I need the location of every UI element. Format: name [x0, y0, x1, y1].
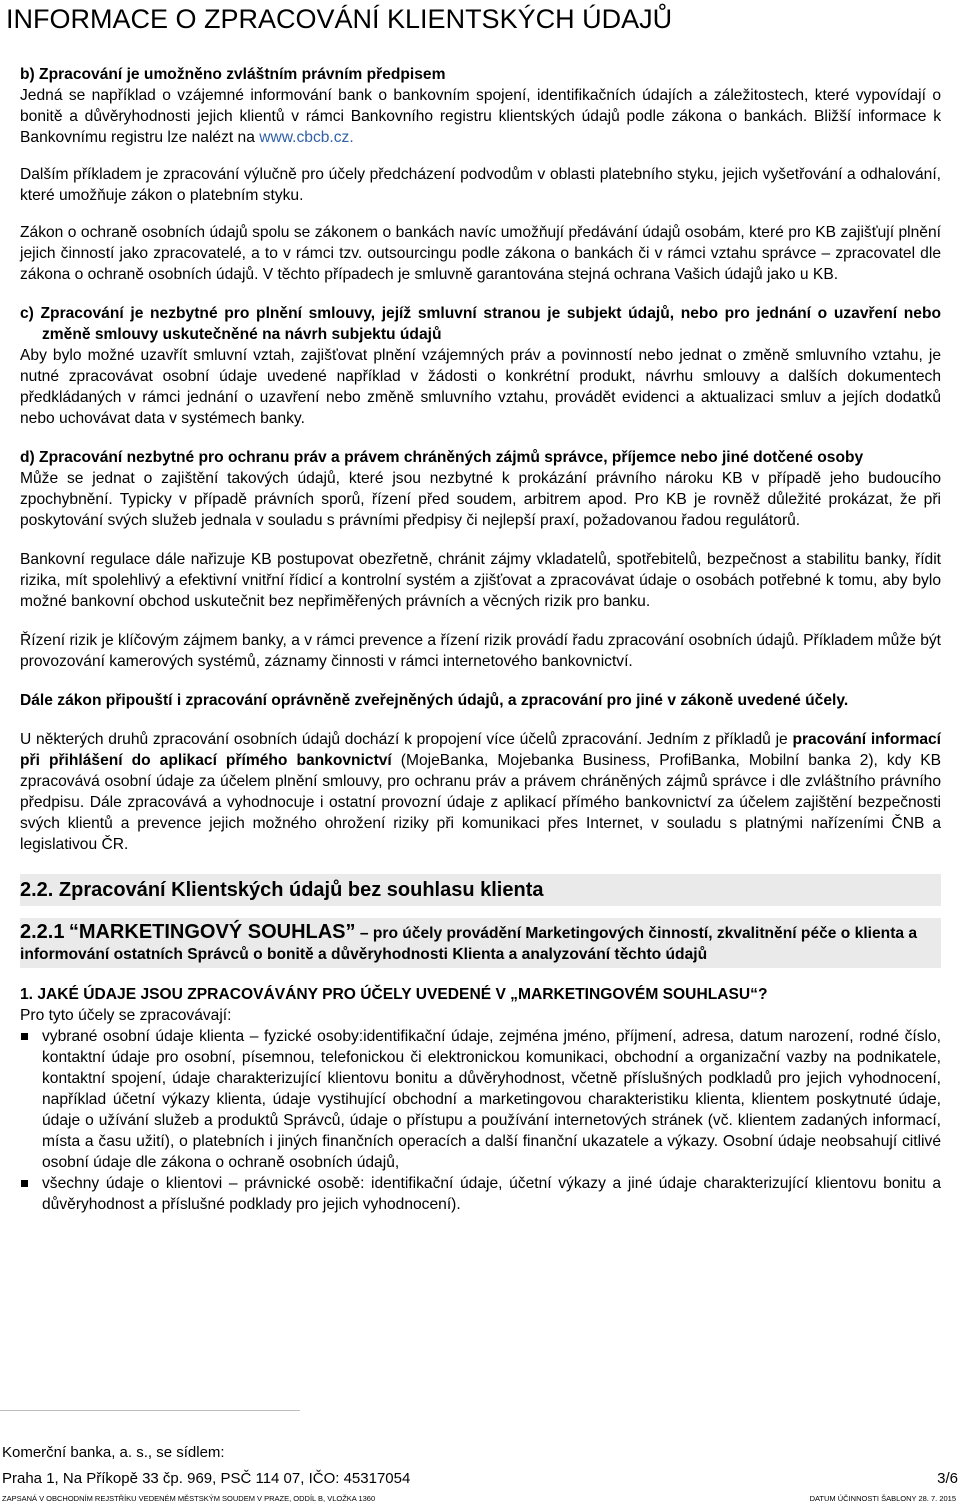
section-b-text: Jedná se například o vzájemné informování bank o bankovním spojení, identifikačních údajích a záležitostech, které vypovídají o bonitě a důvěryhodnosti jejich klientů v rámci Bankovního registru klientských údajů podle zákona o bankách. Bližší informace k Bankovnímu registru lze nalézt na www.cbcb.cz. [20, 87, 941, 146]
other-purposes-heading: Dále zákon připouští i zpracování oprávněně zveřejněných údajů, a zpracování pro jiné v zákoně uvedené účely. [20, 692, 849, 709]
section-2-2-1-title: “MARKETINGOVÝ SOUHLAS” [68, 921, 356, 943]
section-b-paragraph-3: Zákon o ochraně osobních údajů spolu se zákonem o bankách navíc umožňují předávání údajů osobám, které pro KB zajišťují plnění jejich činností jako zpracovatelé, a to v rámci tzv. outsourcingu podle zákona o bankách či v rámci vztahu správce – zpracovatel dle zákona o ochraně osobních údajů. V těchto případech je smluvně garantována stejná ochrana Vašich údajů jako u KB. [20, 224, 941, 283]
footer-registry: ZAPSANÁ V OBCHODNÍM REJSTŘÍKU VEDENÉM MĚSTSKÝM SOUDEM V PRAZE, ODDÍL B, VLOŽKA 1360 [2, 1494, 376, 1503]
other-purposes-text: U některých druhů zpracování osobních údajů dochází k propojení více účelů zpracování. Jedním z příkladů je pracování informací při přihlášení do aplikací přímého bankovnictví (MojeBanka, Mojebanka Business, ProfiBanka, Mobilní banka 2), kdy KB zpracovává osobní údaje za účelem plnění smlouvy, pro ochranu práv a právem chráněných zájmů správce i dle zvláštního právního předpisu. Dále zpracovává a vyhodnocuje i ostatní provozní údaje z aplikací přímého bankovnictví za účelem zajištění bezpečnosti svých klientů a prevence jejich možného ohrožení riziky při komunikaci přes Internet, v souladu s platnými nařízeními ČNB a legislativou ČR. [20, 731, 942, 853]
list-item: vybrané osobní údaje klienta – fyzické osoby:identifikační údaje, zejména jméno, příjmení, adresa, datum narození, rodné číslo, kontaktní údaje pro osobní, písemnou, telefonickou či elektronickou komunikaci, obchodní a organizační vazby na podnikatele, kontaktní spojení, údaje charakterizující klientovu bonitu a důvěryhodnost, včetně příslušných podkladů pro jejich vyhodnocení, například účetní výkazy klienta, údaje vystihující obchodní a marketingovou charakteristiku klienta, klientem poskytnuté údaje, údaje o užívání služeb a produktů Správců, údaje o přístupu a používání internetových stránek (vč. klientem zadaných informací, místa a času užití), o platebních i jiných finančních operacích a další finanční ukazatele a výkazy. Osobní údaje neobsahují citlivé osobní údaje dle zákona o ochraně osobních údajů, [20, 1026, 941, 1173]
cbcb-link[interactable]: www.cbcb.cz. [259, 129, 354, 146]
section-b-paragraph-2: Dalším příkladem je zpracování výlučně pro účely předcházení podvodům v oblasti platebního styku, jejich vyšetřování a odhalování, které umožňuje zákon o platebním styku. [20, 166, 941, 204]
section-d-paragraph-3: Řízení rizik je klíčovým zájmem banky, a v rámci prevence a řízení rizik provádí řadu zpracování osobních údajů. Příkladem může být provozování kamerových systémů, záznamy činnosti v rámci internetového bankovnictví. [20, 632, 941, 670]
section-d-heading: d) Zpracování nezbytné pro ochranu práv a právem chráněných zájmů správce, příjemce nebo jiné dotčené osoby [20, 449, 864, 466]
section-2-2-heading: 2.2. Zpracování Klientských údajů bez souhlasu klienta [20, 874, 941, 906]
section-2-2-1-heading [20, 918, 941, 968]
question-1-intro: Pro tyto účely se zpracovávají: [20, 1007, 232, 1024]
section-b-heading: b) Zpracování je umožněno zvláštním právním předpisem [20, 66, 446, 83]
list-item: všechny údaje o klientovi – právnické osobě: identifikační údaje, účetní výkazy a jiné údaje charakterizující klientovu bonitu a důvěryhodnost a příslušné podklady pro jejich vyhodnocení). [20, 1173, 941, 1215]
data-list [20, 1026, 941, 1215]
section-d-text: Může se jednat o zajištění takových údajů, které jsou nezbytné k prokázání právního nároku KB v případě jeho budoucího zpochybnění. Typicky v případě právních sporů, řízení před soudem, arbitrem apod. Pro KB je rovněž důležité prokázat, že při poskytování svých služeb jednala v souladu s právními předpisy či nejlepší praxí, požadovanou řadou regulátorů. [20, 470, 941, 529]
footer-company: Komerční banka, a. s., se sídlem: [2, 1444, 225, 1461]
footer-divider [0, 1410, 300, 1411]
section-c-heading: c) Zpracování je nezbytné pro plnění smlouvy, jejíž smluvní stranou je subjekt údajů, nebo pro jednání o uzavření nebo změně smlouvy uskutečněné na návrh subjektu údajů [20, 305, 941, 343]
document-body [20, 64, 941, 1215]
section-d-paragraph-2: Bankovní regulace dále nařizuje KB postupovat obezřetně, chránit zájmy vkladatelů, spotřebitelů, bezpečnost a stabilitu banky, řídit rizika, mít spolehlivý a efektivní vnitřní řídicí a kontrolní systém a zjišťovat a zpracovávat údaje o osobách potřebné k tomu, aby bylo možné bankovní obchod uskutečnit bez nepřiměřených právních a věcných rizik pro banku. [20, 551, 941, 610]
section-2-2-1-subtitle: – pro účely provádění Marketingových činností, zkvalitnění péče o klienta a informování ostatních Správců o bonitě a důvěryhodnosti Klienta a analyzování těchto údajů [20, 925, 918, 963]
section-2-2-1-number: 2.2.1 [20, 921, 65, 943]
footer-address: Praha 1, Na Příkopě 33 čp. 969, PSČ 114 07, IČO: 45317054 [2, 1470, 411, 1487]
page-number: 3/6 [937, 1470, 958, 1487]
page-title: INFORMACE O ZPRACOVÁNÍ KLIENTSKÝCH ÚDAJŮ [6, 4, 673, 34]
section-c-text: Aby bylo možné uzavřít smluvní vztah, zajišťovat plnění vzájemných práv a povinností nebo jednat o změně smluvního vztahu, je nutné zpracovávat osobní údaje uvedené například v žádosti o konkrétní produkt, návrhu smlouvy a dalších dokumentech předkládaných v rámci jednání o uzavření nebo změně smluvního vztahu, provádět evidenci a aktualizaci smluv a jejích dodatků nebo uchovávat data v systémech banky. [20, 347, 941, 427]
footer-validity: DATUM ÚČINNOSTI ŠABLONY 28. 7. 2015 [809, 1494, 956, 1503]
question-1-heading: 1. JAKÉ ÚDAJE JSOU ZPRACOVÁVÁNY PRO ÚČELY UVEDENÉ V „MARKETINGOVÉM SOUHLASU“? [20, 986, 768, 1003]
